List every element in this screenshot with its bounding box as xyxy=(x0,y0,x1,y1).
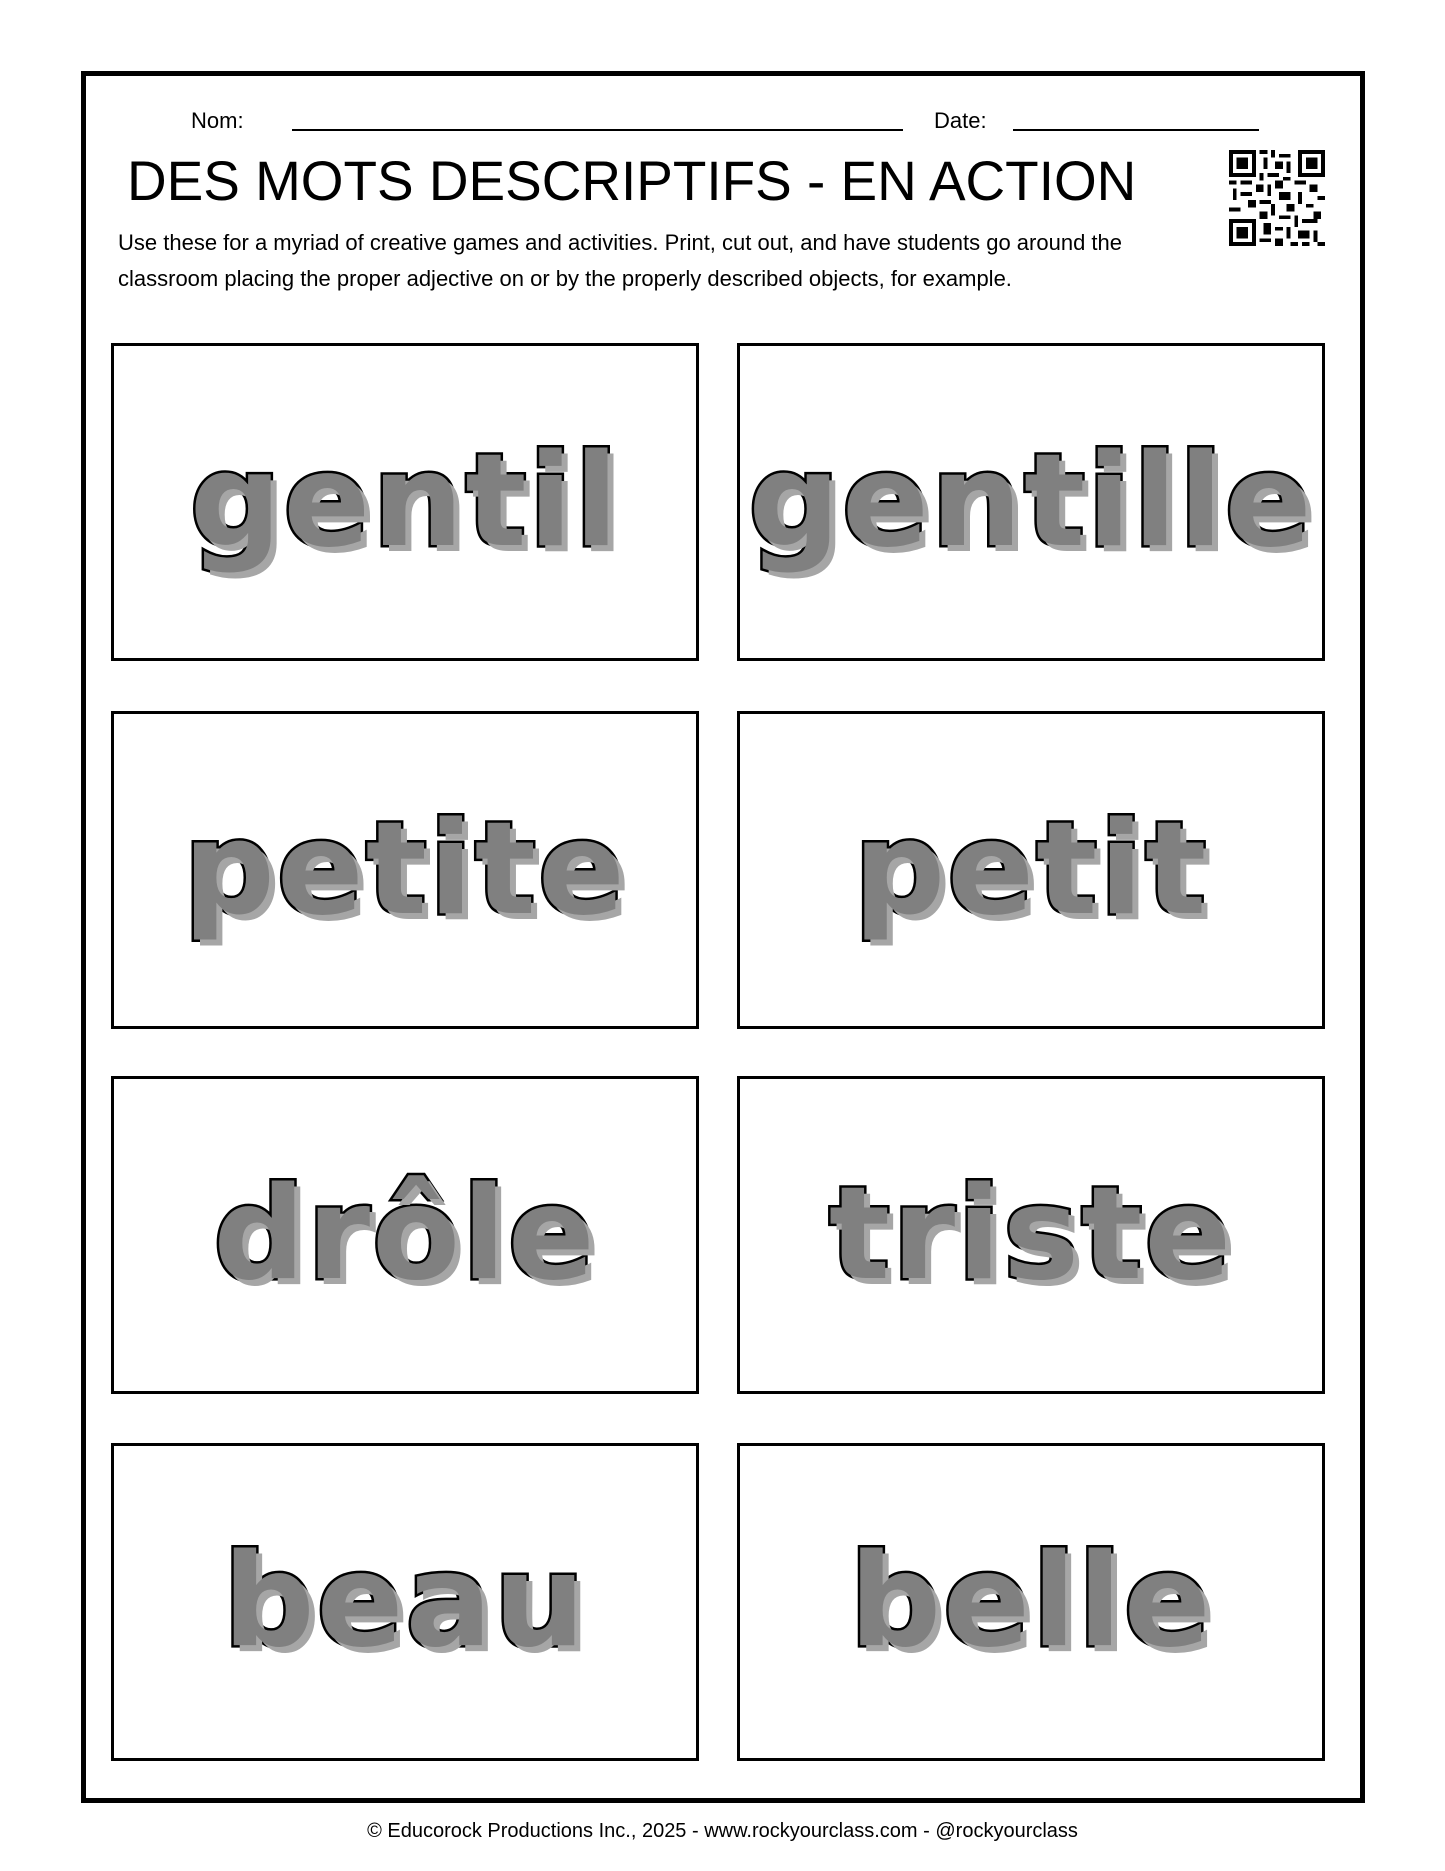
word-card-gentil[interactable] xyxy=(111,343,699,661)
name-label: Nom: xyxy=(191,108,244,133)
word-card-gentille[interactable] xyxy=(737,343,1325,661)
card-word: gentille xyxy=(748,427,1314,576)
word-card-belle[interactable] xyxy=(737,1443,1325,1761)
copyright-footer: © Educorock Productions Inc., 2025 - www.rockyourclass.com - @rockyourclass xyxy=(367,1820,1078,1842)
word-card-petit[interactable] xyxy=(737,711,1325,1029)
qr-code-icon[interactable] xyxy=(1229,150,1325,246)
instructions-text: Use these for a myriad of creative games and activities. Print, cut out, and have students go around the classroom placing the proper adjective on or by the properly described objects, for example. xyxy=(118,230,1122,291)
date-field-line[interactable] xyxy=(1013,129,1259,131)
word-card-drole[interactable] xyxy=(111,1076,699,1394)
card-word: triste xyxy=(828,1160,1234,1309)
date-label: Date: xyxy=(934,108,987,133)
card-word: gentil xyxy=(189,427,621,576)
card-word: beau xyxy=(223,1527,587,1676)
word-card-petite[interactable] xyxy=(111,711,699,1029)
card-word: petite xyxy=(183,795,627,944)
name-field-line[interactable] xyxy=(292,129,903,131)
word-card-beau[interactable] xyxy=(111,1443,699,1761)
card-word: drôle xyxy=(213,1160,597,1309)
word-card-triste[interactable] xyxy=(737,1076,1325,1394)
card-word: petit xyxy=(853,795,1209,944)
page-title: DES MOTS DESCRIPTIFS - EN ACTION xyxy=(127,149,1137,212)
card-word: belle xyxy=(849,1527,1213,1676)
